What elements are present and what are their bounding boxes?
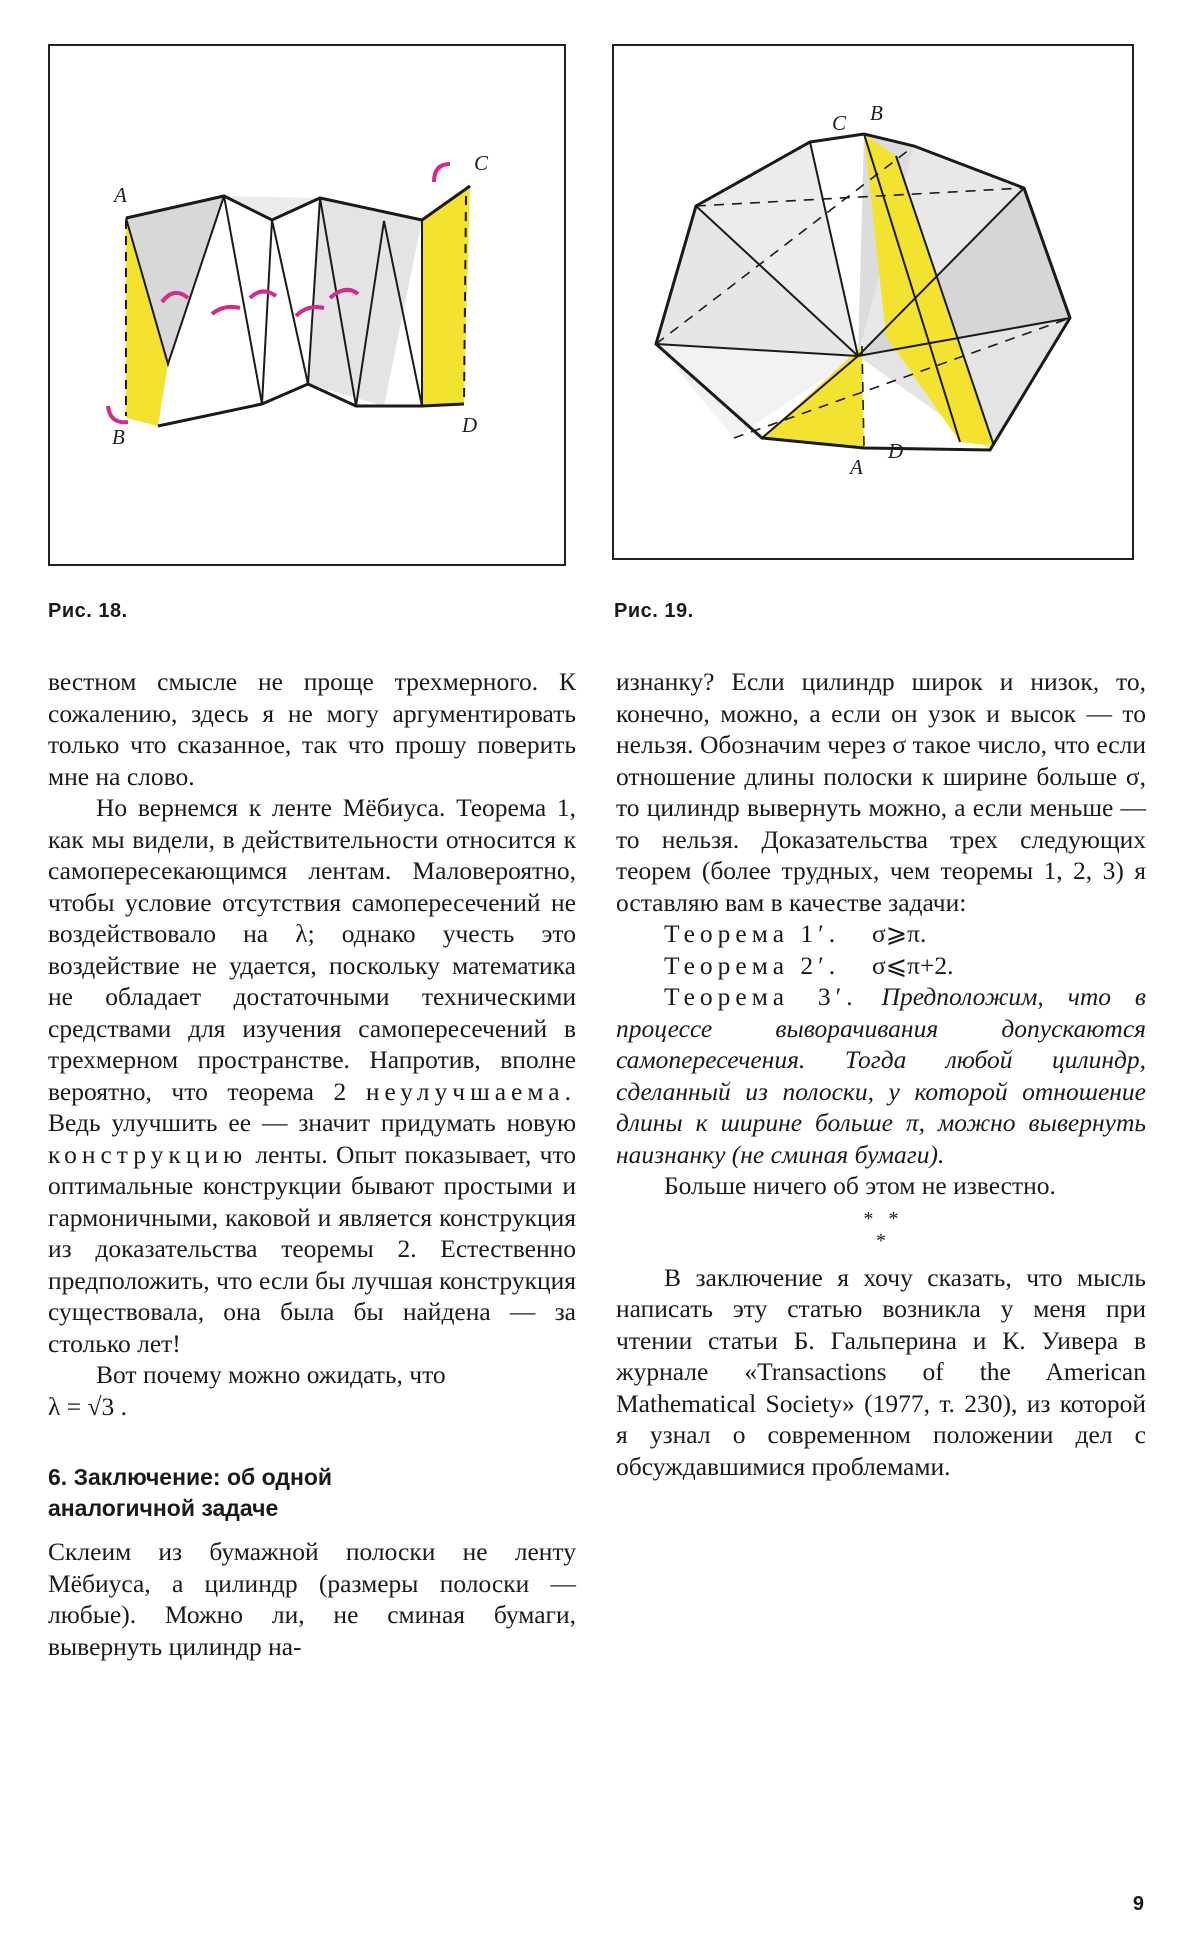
fig19-label-d: D — [888, 439, 904, 463]
right-column — [616, 666, 1146, 1482]
theorem-3-prime — [616, 981, 1146, 1170]
fig18-label-a: A — [114, 183, 127, 207]
emphasis-construction: конструкцию — [48, 1139, 248, 1169]
right-paragraph-3: В заключение я хочу сказать, что мысль написать эту статью возникла у меня при чтении статьи Б. Гальперина и К. Уивера в журнале «Transactions of the American Mathematical Society» (1977, т. 230), из которой я узнал о современном положении дел с обсуждавшимися проблемами. — [616, 1262, 1146, 1481]
theorem-1-formula: σ⩾π. — [871, 919, 927, 948]
theorem-3-label: Теорема 3′. — [664, 982, 858, 1011]
left-paragraph-3: Вот почему можно ожидать, что — [96, 1360, 446, 1389]
theorem-2-label: Теорема 2′. — [664, 950, 841, 980]
figure-18-caption: Рис. 18. — [48, 600, 128, 622]
asterisks-top: * * — [863, 1207, 899, 1230]
figure-19-drawing — [614, 46, 1132, 558]
figure-18-drawing — [50, 46, 564, 564]
section-separator — [616, 1208, 1146, 1252]
right-paragraph-1: изнанку? Если цилиндр широк и низок, то, конечно, можно, а если он узок и высок — то нельзя. Обозначим через σ такое число, что если отношение длины полоски к ширине больше σ, то цилиндр вывернуть можно, а если меньше — то нельзя. Доказательства трех следующих теорем (более трудных, чем теоремы 1, 2, 3) я оставляю вам в качестве задачи: — [616, 667, 1146, 917]
fig19-label-a: A — [850, 455, 863, 479]
theorem-1-label: Теорема 1′. — [664, 919, 841, 948]
left-column — [48, 666, 576, 1662]
left-paragraph-4: Склеим из бумажной полоски не ленту Мёбиуса, а цилиндр (размеры полоски — любые). Можно ли, не сминая бумаги, вывернуть цилиндр на- — [48, 1537, 576, 1661]
section-heading-line-2: аналогичной задаче — [48, 1495, 279, 1521]
fig18-label-d: D — [462, 413, 478, 437]
theorem-2-formula: σ⩽π+2. — [871, 950, 954, 980]
right-paragraph-2: Больше ничего об этом не известно. — [664, 1171, 1056, 1200]
fig19-label-c: C — [832, 111, 847, 135]
figure-18 — [48, 44, 566, 566]
left-paragraph-2-part-c: ленты. Опыт показывает, что оптимальные конструкции бывают простыми и гармоничными, каковой и является конструкция из доказательства теоремы 2. Естественно предположить, что если бы лучшая конструкция существовала, она была бы найдена — за столько лет! — [48, 1139, 577, 1358]
theorem-2-prime — [616, 950, 1146, 982]
fig18-yellow-right — [422, 186, 470, 406]
left-paragraph-2-part-a: Но вернемся к ленте Мёбиуса. Теорема 1, как мы видели, в действительности относится к самопересекающимся лентам. Маловероятно, чтобы условие отсутствия самопересечений не воздействовало на λ; однако учесть это воздействие не удается, поскольку математика не обладает достаточными техническими средствами для изучения самопересечений в трехмерном пространстве. Напротив, вполне вероятно, что теорема 2 — [48, 793, 576, 1106]
fig18-panel-2 — [224, 196, 320, 220]
figure-19 — [612, 44, 1134, 560]
formula-lambda: λ = √3 . — [48, 1391, 127, 1421]
theorem-3-text: Предположим, что в процессе выворачивания допускаются самопересечения. Тогда любой цилиндр, сделанный из полоски, у которой отношение длины к ширине больше π, можно вывернуть наизнанку (не сминая бумаги). — [616, 982, 1146, 1169]
page-number: 9 — [1132, 1893, 1144, 1915]
asterisks-bottom: * — [876, 1229, 886, 1252]
theorem-1-prime — [616, 918, 1146, 950]
fig18-label-c: C — [474, 151, 489, 175]
figure-19-caption: Рис. 19. — [614, 600, 694, 622]
left-paragraph-1: вестном смысле не проще трехмерного. К сожалению, здесь я не могу аргументировать только что сказанное, так что прошу поверить мне на слово. — [48, 667, 576, 791]
fig19-label-b: B — [870, 101, 883, 125]
left-paragraph-2-part-b: Ведь улучшить ее — значит придумать новую — [48, 1108, 576, 1137]
fig18-label-b: B — [112, 425, 125, 449]
emphasis-unimprovable: неулучшаема. — [365, 1076, 576, 1106]
section-heading-line-1: 6. Заключение: об одной — [48, 1464, 333, 1490]
section-heading — [48, 1462, 576, 1524]
left-paragraph-2 — [48, 792, 576, 1359]
